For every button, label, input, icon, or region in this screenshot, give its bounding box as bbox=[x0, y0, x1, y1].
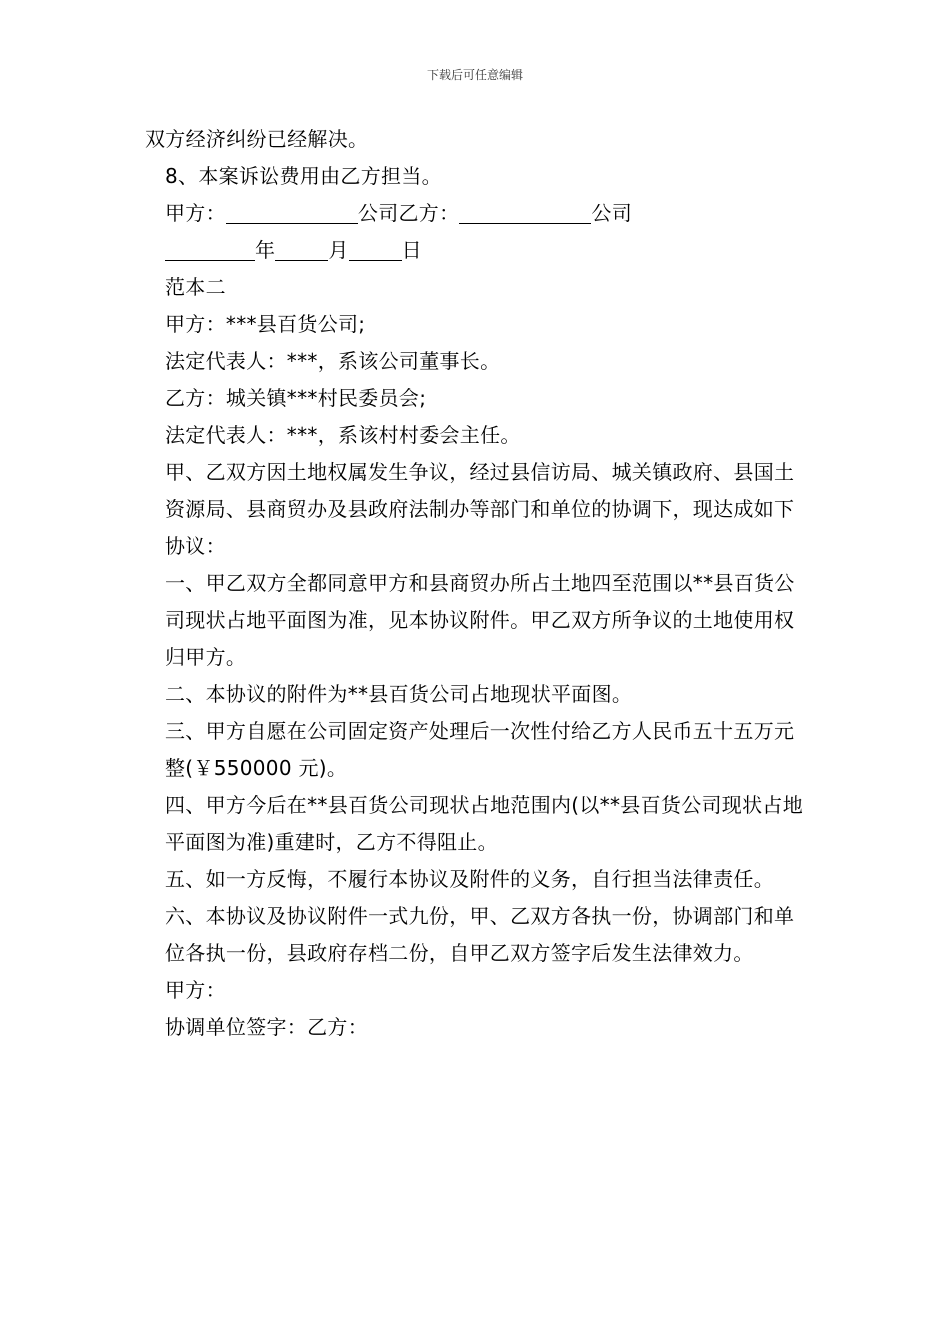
month-label: 月 bbox=[328, 238, 349, 262]
paragraph: 四、甲方今后在**县百货公司现状占地范围内(以**县百货公司现状占地平面图为准)重建时，乙方不得阻止。 bbox=[165, 793, 804, 854]
text-line: 双方经济纠纷已经解决。 bbox=[145, 127, 369, 151]
day-label: 日 bbox=[401, 238, 422, 262]
company-label: 公司 bbox=[591, 201, 633, 225]
blank-underline bbox=[275, 238, 328, 261]
blank-underline bbox=[226, 201, 358, 224]
text-line: 法定代表人：***，系该公司董事长。 bbox=[165, 349, 501, 373]
text-line: 协调单位签字：乙方： bbox=[165, 1015, 368, 1039]
text-line: 甲方：***县百货公司; bbox=[165, 312, 366, 336]
document-body bbox=[145, 121, 810, 1046]
paragraph: 五、如一方反悔，不履行本协议及附件的义务，自行担当法律责任。 bbox=[165, 867, 774, 891]
blank-underline bbox=[349, 238, 402, 261]
blank-underline bbox=[459, 201, 591, 224]
party-a-label: 甲方： bbox=[165, 201, 226, 225]
company-label: 公司乙方： bbox=[357, 201, 460, 225]
text-line: 乙方：城关镇***村民委员会; bbox=[165, 386, 427, 410]
paragraph: 甲、乙双方因土地权属发生争议，经过县信访局、城关镇政府、县国土资源局、县商贸办及县政府法制办等部门和单位的协调下，现达成如下协议： bbox=[165, 460, 795, 558]
date-line bbox=[145, 232, 810, 269]
signature-line bbox=[145, 195, 810, 232]
paragraph: 六、本协议及协议附件一式九份，甲、乙双方各执一份，协调部门和单位各执一份，县政府存档二份，自甲乙双方签字后发生法律效力。 bbox=[165, 904, 795, 965]
page-header: 下载后可任意编辑 bbox=[426, 68, 523, 82]
paragraph: 三、甲方自愿在公司固定资产处理后一次性付给乙方人民币五十五万元整(￥550000 元)。 bbox=[165, 719, 795, 780]
blank-underline bbox=[165, 238, 255, 261]
text-line: 甲方： bbox=[165, 978, 226, 1002]
text-line: 8、本案诉讼费用由乙方担当。 bbox=[165, 164, 442, 188]
paragraph: 一、甲乙双方全都同意甲方和县商贸办所占土地四至范围以**县百货公司现状占地平面图为准，见本协议附件。甲乙双方所争议的土地使用权归甲方。 bbox=[165, 571, 795, 669]
section-title: 范本二 bbox=[165, 275, 226, 299]
year-label: 年 bbox=[255, 238, 276, 262]
text-line: 法定代表人：***，系该村村委会主任。 bbox=[165, 423, 521, 447]
paragraph: 二、本协议的附件为**县百货公司占地现状平面图。 bbox=[165, 682, 633, 706]
